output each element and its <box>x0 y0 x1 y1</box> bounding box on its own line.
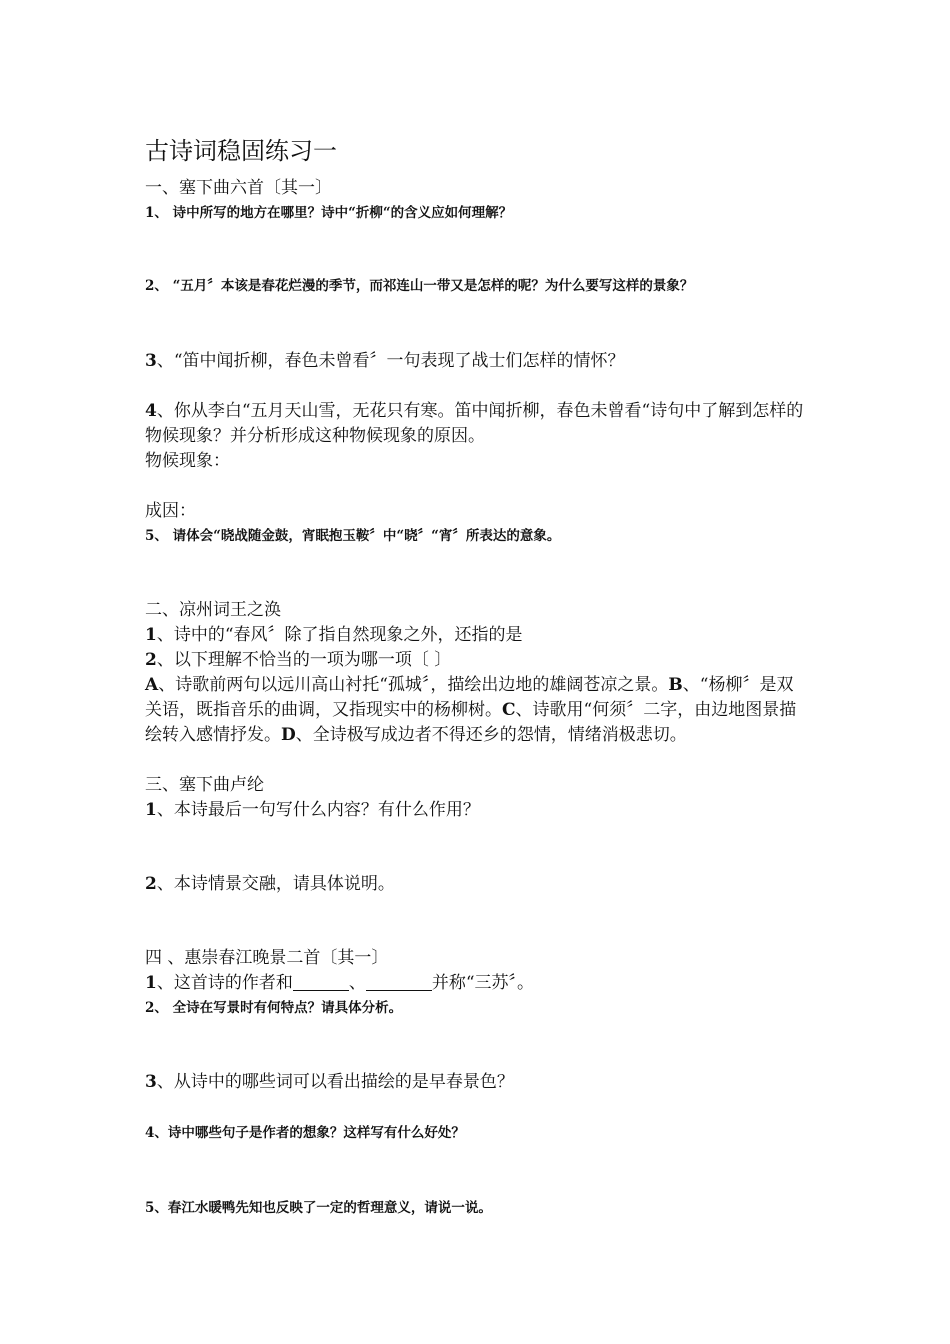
s1-question-4 <box>145 399 810 449</box>
option-a-text: 、诗歌前两句以远川高山衬托“孤城〞，描绘出边地的雄阔苍凉之景。 <box>158 675 669 695</box>
answer-blank[interactable] <box>293 972 349 991</box>
option-b-text: 、“杨柳〞是双关语，既指音乐的曲调，又指现实中的杨柳树。 <box>145 675 794 720</box>
option-a-key: A <box>145 675 159 695</box>
question-text: 、你从李白“五月天山雪，无花只有寒。笛中闻折柳，春色未曾看“诗句中了解到怎样的物候现象？并分析形成这种物候现象的原因。 <box>145 401 804 446</box>
option-d-key: D <box>281 725 296 745</box>
page-title: 古诗词稳固练习一 <box>145 137 337 165</box>
s1-question-5: 5、 请体会“晓战随金鼓，宵眠抱玉鞍〞中“晓〞“宵〞所表达的意象。 <box>145 528 561 544</box>
answer-blank[interactable] <box>366 972 432 991</box>
s4-question-3 <box>145 1070 514 1094</box>
option-c-text: 、诗歌用“何须〞二字，由边地图景描绘转入感情抒发。 <box>145 700 797 745</box>
s2-options <box>145 673 810 748</box>
s1-q4-cause-label: 成因： <box>145 501 196 521</box>
question-number: 1 <box>145 625 157 645</box>
question-text: 、诗中的“春风〞除了指自然现象之外，还指的是 <box>156 625 523 645</box>
option-c-key: C <box>502 700 516 720</box>
question-text: 、以下理解不恰当的一项为哪一项〔 〕 <box>156 650 452 670</box>
option-b-key: B <box>668 675 683 695</box>
question-number: 3 <box>145 351 157 371</box>
s3-question-2 <box>145 872 395 896</box>
s4-question-1 <box>145 971 534 995</box>
s3-question-1 <box>145 798 480 822</box>
s1-q4-phenomenon-label: 物候现象： <box>145 451 230 471</box>
question-number: 1 <box>145 800 157 820</box>
question-number: 4 <box>145 401 157 421</box>
section-1-heading: 一、塞下曲六首〔其一〕 <box>145 178 332 198</box>
section-4-heading: 四 、惠崇春江晚景二首〔其一〕 <box>145 948 389 968</box>
question-text: 、“笛中闻折柳，春色未曾看〞一句表现了战士们怎样的情怀？ <box>156 351 625 371</box>
question-number: 2 <box>145 874 157 894</box>
separator: 、 <box>348 973 366 993</box>
question-text: 、这首诗的作者和 <box>156 973 293 993</box>
s4-question-4: 4、诗中哪些句子是作者的想象？这样写有什么好处？ <box>145 1125 465 1141</box>
s1-question-2: 2、 “五月〞本该是春花烂漫的季节，而祁连山一带又是怎样的呢？为什么要写这样的景象？ <box>145 278 694 294</box>
question-text: 、本诗最后一句写什么内容？有什么作用？ <box>156 800 480 820</box>
question-text: 、从诗中的哪些词可以看出描绘的是早春景色？ <box>156 1072 514 1092</box>
s1-question-1: 1、 诗中所写的地方在哪里？诗中“折柳“的含义应如何理解？ <box>145 205 513 221</box>
s4-question-2: 2、 全诗在写景时有何特点？请具体分析。 <box>145 1000 403 1016</box>
section-3-heading: 三、塞下曲卢纶 <box>145 775 264 795</box>
option-d-text: 、全诗极写成边者不得还乡的怨情，情绪消极悲切。 <box>295 725 687 745</box>
s4-question-5: 5、春江水暖鸭先知也反映了一定的哲理意义，请说一说。 <box>145 1200 492 1216</box>
question-number: 1 <box>145 973 157 993</box>
s2-question-1 <box>145 623 523 647</box>
section-2-heading: 二、凉州词王之涣 <box>145 600 281 620</box>
s1-question-3 <box>145 349 625 373</box>
question-text-end: 并称“三苏〞。 <box>431 973 535 993</box>
question-number: 3 <box>145 1072 157 1092</box>
question-text: 、本诗情景交融，请具体说明。 <box>156 874 395 894</box>
s2-question-2 <box>145 648 451 672</box>
question-number: 2 <box>145 650 157 670</box>
